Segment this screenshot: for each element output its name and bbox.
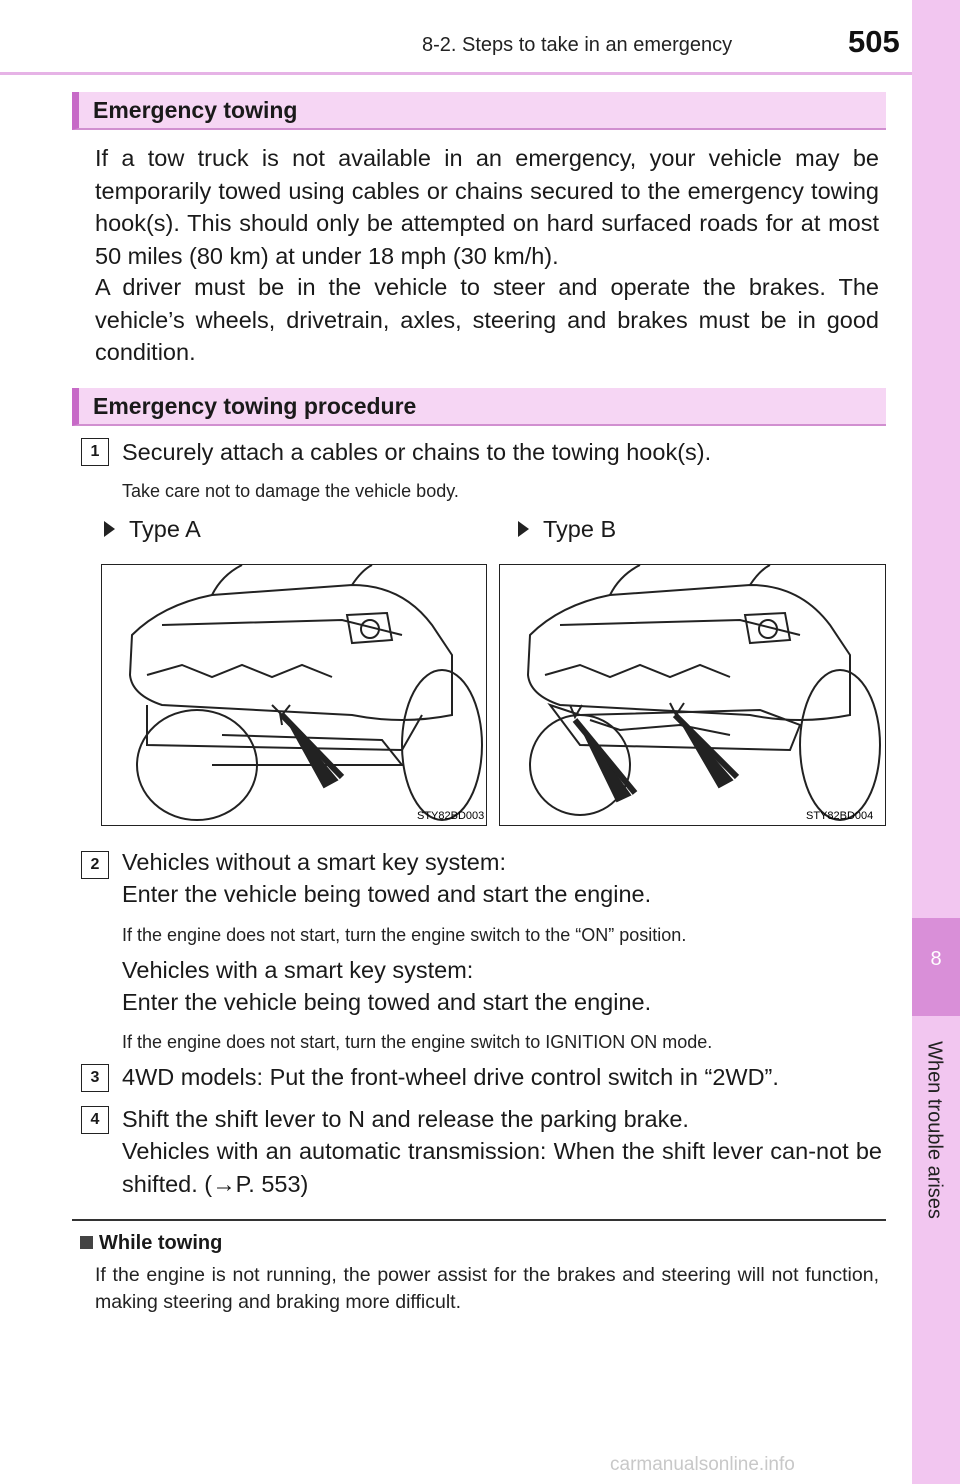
- step-2-line-2: Enter the vehicle being towed and start the engine.: [122, 881, 652, 907]
- section-heading-text: Emergency towing: [93, 97, 298, 123]
- section-heading-towing-procedure: [72, 388, 886, 426]
- tip-text: If the engine is not running, the power assist for the brakes and steering will not function, making steering and braking more difficult.: [95, 1264, 879, 1313]
- figure-label-type-a: Type A: [104, 516, 201, 543]
- figure-type-a: [101, 564, 487, 826]
- step-number-2: 2: [81, 851, 109, 879]
- step-2-line-1: Vehicles without a smart key system:: [122, 849, 506, 875]
- step-number-1: 1: [81, 438, 109, 466]
- intro-paragraph-1: If a tow truck is not available in an emergency, your vehicle may be temporarily towed using cables or chains secured to the emergency towing hook(s). This should only be attempted on hard surfaced roads for at most 50 miles (80 km) at under 18 mph (30 km/h).: [95, 145, 879, 269]
- step-3-text: 4WD models: Put the front-wheel drive control switch in “2WD”.: [122, 1064, 779, 1090]
- square-bullet-icon: [80, 1236, 93, 1249]
- step-1-text: Securely attach a cables or chains to the towing hook(s).: [122, 439, 712, 465]
- towing-hook-type-a-illustration: [102, 565, 485, 824]
- page-number: 505: [848, 24, 900, 59]
- section-heading-text: Emergency towing procedure: [93, 393, 417, 419]
- watermark: carmanualsonline.info: [610, 1454, 795, 1475]
- tip-heading: While towing: [80, 1232, 222, 1255]
- step-1-note: Take care not to damage the vehicle body.: [122, 481, 459, 501]
- triangle-bullet-icon: [104, 521, 115, 537]
- section-heading-emergency-towing: [72, 92, 886, 130]
- figure-label-type-b: Type B: [518, 516, 616, 543]
- tip-divider: [72, 1219, 886, 1221]
- step-2-note-1: If the engine does not start, turn the engine switch to the “ON” position.: [122, 925, 687, 945]
- step-2-line-4: Enter the vehicle being towed and start the engine.: [122, 989, 652, 1015]
- chapter-number: 8: [930, 948, 942, 970]
- step-number-4: 4: [81, 1106, 109, 1134]
- figure-type-b: [499, 564, 886, 826]
- step-number-3: 3: [81, 1064, 109, 1092]
- step-2-line-3: Vehicles with a smart key system:: [122, 957, 474, 983]
- chapter-side-tab: [912, 0, 960, 1484]
- figure-code: STY82BD004: [806, 810, 874, 822]
- figure-code: STY82BD003: [417, 810, 485, 822]
- chapter-title: When trouble arises: [923, 1041, 946, 1219]
- intro-paragraph-2: A driver must be in the vehicle to steer and operate the brakes. The vehicle’s wheels, drivetrain, axles, steering and brakes must be in good condition.: [95, 274, 879, 365]
- step-4-line-1: Shift the shift lever to N and release the parking brake.: [122, 1106, 689, 1132]
- step-2-note-2: If the engine does not start, turn the engine switch to IGNITION ON mode.: [122, 1032, 713, 1052]
- triangle-bullet-icon: [518, 521, 529, 537]
- step-4-line-2: Vehicles with an automatic transmission: When the shift lever can-not be shifted. (→P. 553): [122, 1138, 882, 1197]
- towing-hook-type-b-illustration: [500, 565, 884, 824]
- header-rule: [0, 72, 912, 75]
- header-section-title: 8-2. Steps to take in an emergency: [422, 34, 733, 56]
